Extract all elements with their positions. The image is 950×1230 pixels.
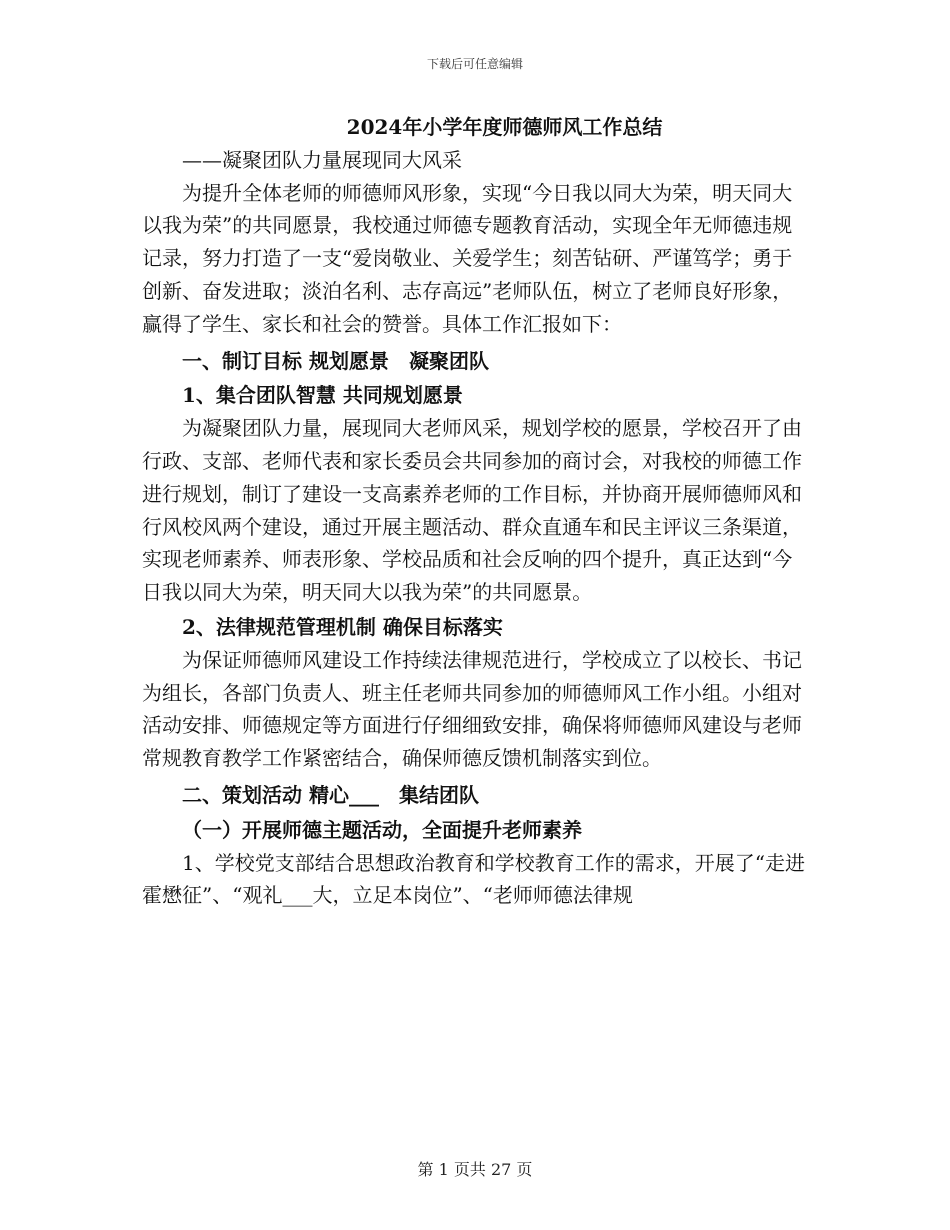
- intro-paragraph: 为提升全体老师的师德师风形象，实现“今日我以同大为荣，明天同大以我为荣”的共同愿景，我校通过师德专题教育活动，实现全年无师德违规记录，努力打造了一支“爱岗敬业、关爱学生；刻苦钻研、严谨笃学；勇于创新、奋发进取；淡泊名利、志存高远”老师队伍，树立了老师良好形象，赢得了学生、家长和社会的赞誉。具体工作汇报如下：: [142, 180, 793, 336]
- document-title: 2024年小学年度师德师风工作总结: [346, 115, 663, 139]
- section-2-1-heading: （一）开展师德主题活动，全面提升老师素养: [182, 817, 582, 842]
- section-1-2-heading: 2、法律规范管理机制 确保目标落实: [182, 614, 503, 639]
- document-subtitle: ——凝聚团队力量展现同大风采: [182, 147, 462, 172]
- section-1-1-paragraph: 为凝聚团队力量，展现同大老师风采，规划学校的愿景，学校召开了由行政、支部、老师代表和家长委员会共同参加的商讨会，对我校的师德工作进行规划，制订了建设一支高素养老师的工作目标，并协商开展师德师风和行风校风两个建设，通过开展主题活动、群众直通车和民主评议三条渠道，实现老师素养、师表形象、学校品质和社会反响的四个提升，真正达到“今日我以同大为荣，明天同大以我为荣”的共同愿景。: [142, 416, 802, 605]
- section-2-heading: 二、策划活动 精心___ 集结团队: [182, 782, 479, 807]
- section-1-2-paragraph: 为保证师德师风建设工作持续法律规范进行，学校成立了以校长、书记为组长，各部门负责人、班主任老师共同参加的师德师风工作小组。小组对活动安排、师德规定等方面进行仔细细致安排，确保将师德师风建设与老师常规教育教学工作紧密结合，确保师德反馈机制落实到位。: [142, 647, 802, 771]
- page-header-note: 下载后可任意编辑: [426, 57, 523, 71]
- section-1-heading: 一、制订目标 规划愿景 凝聚团队: [182, 348, 489, 373]
- section-1-1-heading: 1、集合团队智慧 共同规划愿景: [182, 383, 463, 408]
- section-2-1-paragraph: 1、学校党支部结合思想政治教育和学校教育工作的需求，开展了“走进霍懋征”、“观礼___大，立足本岗位”、“老师师德法律规: [142, 850, 805, 908]
- document-body: [142, 111, 807, 912]
- page-footer-number: 第 1 页共 27 页: [417, 1160, 533, 1179]
